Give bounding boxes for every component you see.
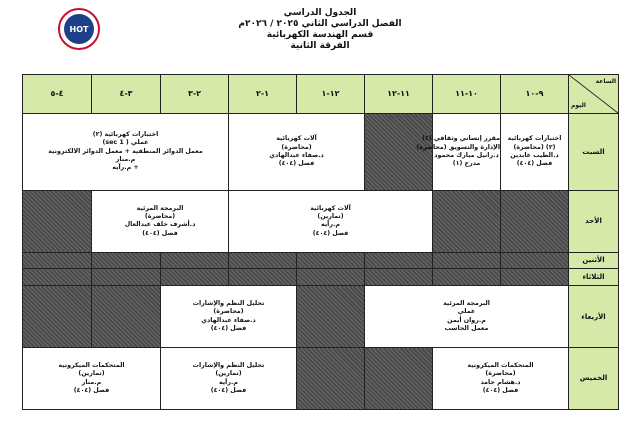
row-thursday [23, 348, 619, 410]
course-name: البرمجة المرئية [443, 300, 490, 308]
instructor-name: د.أشرف خلف عبدالعال [124, 221, 196, 229]
course-name: البرمجة المرئية [136, 204, 184, 212]
instructor-name: د.صفاء عبدالهادي [269, 151, 324, 159]
header-title: الجدول الدراسي [283, 8, 357, 18]
empty-slot [365, 348, 433, 410]
time-slot-7: ٣-٤ [92, 75, 161, 114]
logo-text: HOT [69, 24, 89, 34]
empty-slot [297, 269, 365, 286]
empty-slot [23, 190, 92, 252]
empty-slot [297, 348, 365, 410]
session-type: عملي [457, 308, 476, 316]
session-cell [92, 190, 229, 252]
row-saturday [23, 114, 619, 191]
empty-slot [365, 252, 433, 269]
header-row [23, 75, 619, 114]
instructor-name: د.رانيل مبارك محمود [434, 151, 499, 159]
session-type: (محاضرة) [144, 212, 176, 220]
session-cell [161, 286, 297, 348]
course-name: اختبارات كهربائية (٢) [92, 131, 159, 139]
session-type: (تمارين) [317, 212, 344, 220]
room-name: فصل (٤٠٤) [516, 160, 553, 168]
session-type: الإدارة والتسويق (محاضرة) [416, 143, 500, 151]
session-type: عملي ( sec 1) [102, 139, 149, 147]
room-name: فصل (٤٠٤) [312, 229, 349, 237]
time-slot-5: ١-٢ [229, 75, 297, 114]
day-saturday: السبت [569, 114, 619, 191]
empty-slot [501, 252, 569, 269]
empty-slot [161, 252, 229, 269]
session-cell [229, 114, 365, 191]
empty-slot [365, 114, 433, 191]
instructor-name: م.منار [115, 156, 136, 164]
row-wednesday [23, 286, 619, 348]
session-cell [161, 348, 297, 410]
session-cell [23, 348, 161, 410]
empty-slot [161, 269, 229, 286]
empty-slot [23, 269, 92, 286]
room-name: فصل (٤٠٤) [482, 386, 519, 394]
time-slot-8: ٤-٥ [23, 75, 92, 114]
instructor-name: د.صفاء عبدالهادي [201, 316, 256, 324]
session-cell [229, 190, 433, 252]
instructor-name: د.الطيب عابدين [510, 151, 559, 159]
session-cell [416, 114, 501, 191]
day-sunday: الأحد [569, 190, 619, 252]
course-name: تحليل النظم والإشارات [192, 361, 265, 369]
empty-slot [23, 286, 92, 348]
instructor-name: م.رآيه [219, 378, 238, 386]
instructor-name: م.رآيه [321, 221, 340, 229]
empty-slot [433, 252, 501, 269]
empty-slot [297, 252, 365, 269]
course-name: مقرر إنساني وثقافي (٤) [422, 135, 500, 143]
session-type: (تمارين) [78, 370, 105, 378]
row-monday [23, 252, 619, 269]
session-cell [23, 114, 229, 191]
day-wednesday: الأربعاء [569, 286, 619, 348]
empty-slot [297, 286, 365, 348]
empty-slot [501, 269, 569, 286]
room-name: مدرج (١) [452, 160, 481, 168]
corner-cell [569, 75, 619, 114]
empty-slot [92, 252, 161, 269]
room-name: فصل (٤٠٤) [73, 386, 110, 394]
room-name: معمل الدوائر المنطقية + معمل الدوائر الالكترونية [48, 147, 203, 155]
time-slot-2: ١٠-١١ [433, 75, 501, 114]
session-type: (محاضرة) [281, 143, 312, 151]
time-slot-3: ١١-١٢ [365, 75, 433, 114]
room-name: معمل الحاسب [444, 325, 489, 332]
session-cell [501, 114, 569, 191]
instructor-name: م.روان أيمن [447, 316, 486, 324]
room-name: فصل (٤٠٤) [210, 386, 247, 394]
header-level: الفرقة الثانية [290, 41, 350, 51]
course-name: اختبارات كهربائية [507, 135, 562, 143]
row-sunday [23, 190, 619, 252]
room-name: فصل (٤٠٤) [210, 325, 247, 332]
schedule-table [22, 74, 619, 410]
header-department: قسم الهندسة الكهربائية [266, 30, 374, 40]
course-name: آلات كهربائية [276, 135, 317, 143]
time-slot-1: ٩-١٠ [501, 75, 569, 114]
day-thursday: الخميس [569, 348, 619, 410]
corner-day-label: اليوم [571, 101, 586, 109]
page-header [0, 8, 640, 52]
room-name: فصل (٤٠٤) [278, 160, 315, 168]
corner-time-label: الساعة [595, 78, 616, 85]
empty-slot [433, 269, 501, 286]
session-cell [365, 286, 569, 348]
empty-slot [92, 269, 161, 286]
time-slot-6: ٢-٣ [161, 75, 229, 114]
day-monday: الأثنين [569, 252, 619, 269]
day-tuesday: الثلاثاء [569, 269, 619, 286]
session-type: (محاضرة) [213, 308, 244, 316]
session-cell [433, 348, 569, 410]
course-name: تحليل النظم والإشارات [192, 300, 265, 308]
empty-slot [229, 252, 297, 269]
instructor-name: د.هشام حامد [480, 378, 521, 386]
session-type: (محاضرة) [485, 370, 516, 378]
empty-slot [365, 269, 433, 286]
header-semester: الفصل الدراسي الثاني ٢٠٢٥ / ٢٠٢٦م [238, 19, 402, 29]
empty-slot [92, 286, 161, 348]
empty-slot [23, 252, 92, 269]
instructor-name: م.منار [81, 378, 102, 386]
instructor-name: + م.رآيه [112, 164, 139, 172]
time-slot-4: ١٢-١ [297, 75, 365, 114]
course-name: المتحكمات الميكرونية [58, 361, 125, 369]
session-type: (٢) (محاضرة) [513, 143, 556, 151]
row-tuesday [23, 269, 619, 286]
course-name: آلات كهربائية [310, 204, 351, 212]
empty-slot [229, 269, 297, 286]
session-type: (تمارين) [215, 370, 242, 378]
room-name: فصل (٤٠٤) [142, 229, 178, 237]
empty-slot [433, 190, 501, 252]
empty-slot [501, 190, 569, 252]
course-name: المتحكمات الميكرونية [467, 361, 534, 369]
